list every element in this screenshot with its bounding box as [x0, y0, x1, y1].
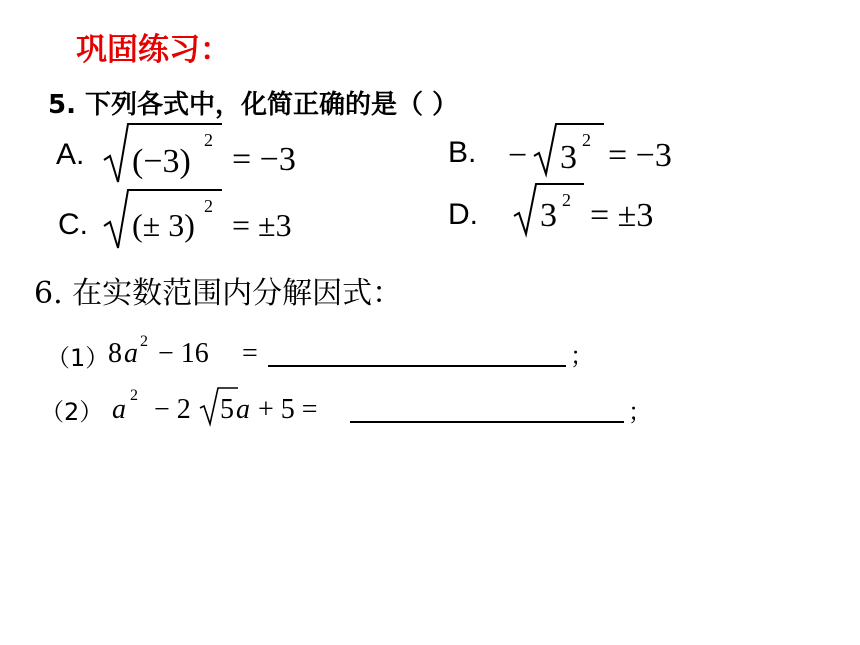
- q6-part-1-end: ；: [570, 344, 594, 370]
- q6-part-2: [40, 392, 103, 427]
- option-a-rhs: = −3: [232, 141, 296, 178]
- option-b: [448, 136, 476, 170]
- option-b-exponent: 2: [582, 130, 591, 150]
- q6-part-2-end: ；: [628, 400, 652, 426]
- q6-part-2-var: a: [112, 394, 126, 425]
- option-c-formula: [100, 186, 330, 256]
- option-c-radicand: (± 3): [132, 207, 195, 243]
- q6-part-1-var: a: [124, 338, 138, 369]
- option-c-exponent: 2: [204, 196, 213, 216]
- question-5-stem: 5. 下列各式中，化简正确的是（ ）: [48, 90, 459, 120]
- option-a-exponent: 2: [204, 130, 213, 150]
- option-d: [448, 198, 478, 232]
- section-title: 巩固练习：: [76, 32, 231, 68]
- question-6-stem: 6. 在实数范围内分解因式：: [34, 276, 403, 311]
- option-d-rhs: = ±3: [590, 197, 654, 234]
- q6-part-1-label: （1）: [46, 344, 110, 372]
- option-a-formula: [100, 120, 330, 190]
- option-d-radicand: 3: [540, 197, 557, 234]
- q6-part-2-tail-var: a: [236, 394, 250, 425]
- option-b-radicand: 3: [560, 139, 577, 176]
- option-b-prefix: −: [508, 137, 528, 174]
- q6-part-2-root: 5: [220, 394, 234, 425]
- q6-part-2-formula: [108, 378, 652, 434]
- option-b-label: B.: [448, 136, 477, 169]
- q6-part-2-mid: − 2: [154, 394, 191, 425]
- option-a-radicand: (−3): [132, 143, 191, 180]
- option-c-label: C.: [58, 208, 88, 241]
- q6-part-1-coef: 8: [108, 338, 122, 369]
- q6-part-1: [46, 338, 109, 373]
- q6-part-1-formula: [108, 326, 598, 376]
- option-a-label: A.: [56, 138, 85, 171]
- q6-part-2-exp: 2: [130, 387, 138, 404]
- option-c: [58, 208, 88, 242]
- q6-part-2-tail: + 5 =: [258, 394, 318, 425]
- q6-part-1-exp: 2: [140, 333, 148, 350]
- option-a: [56, 138, 84, 172]
- q6-part-2-label: （2）: [40, 398, 104, 426]
- option-b-formula: [504, 120, 694, 180]
- q6-part-1-eq: =: [242, 338, 258, 369]
- option-d-formula: [510, 180, 680, 240]
- q6-part-1-rest: − 16: [158, 338, 209, 369]
- option-b-rhs: = −3: [608, 137, 672, 174]
- option-c-rhs: = ±3: [232, 207, 292, 243]
- option-d-label: D.: [448, 198, 478, 231]
- option-d-exponent: 2: [562, 190, 571, 210]
